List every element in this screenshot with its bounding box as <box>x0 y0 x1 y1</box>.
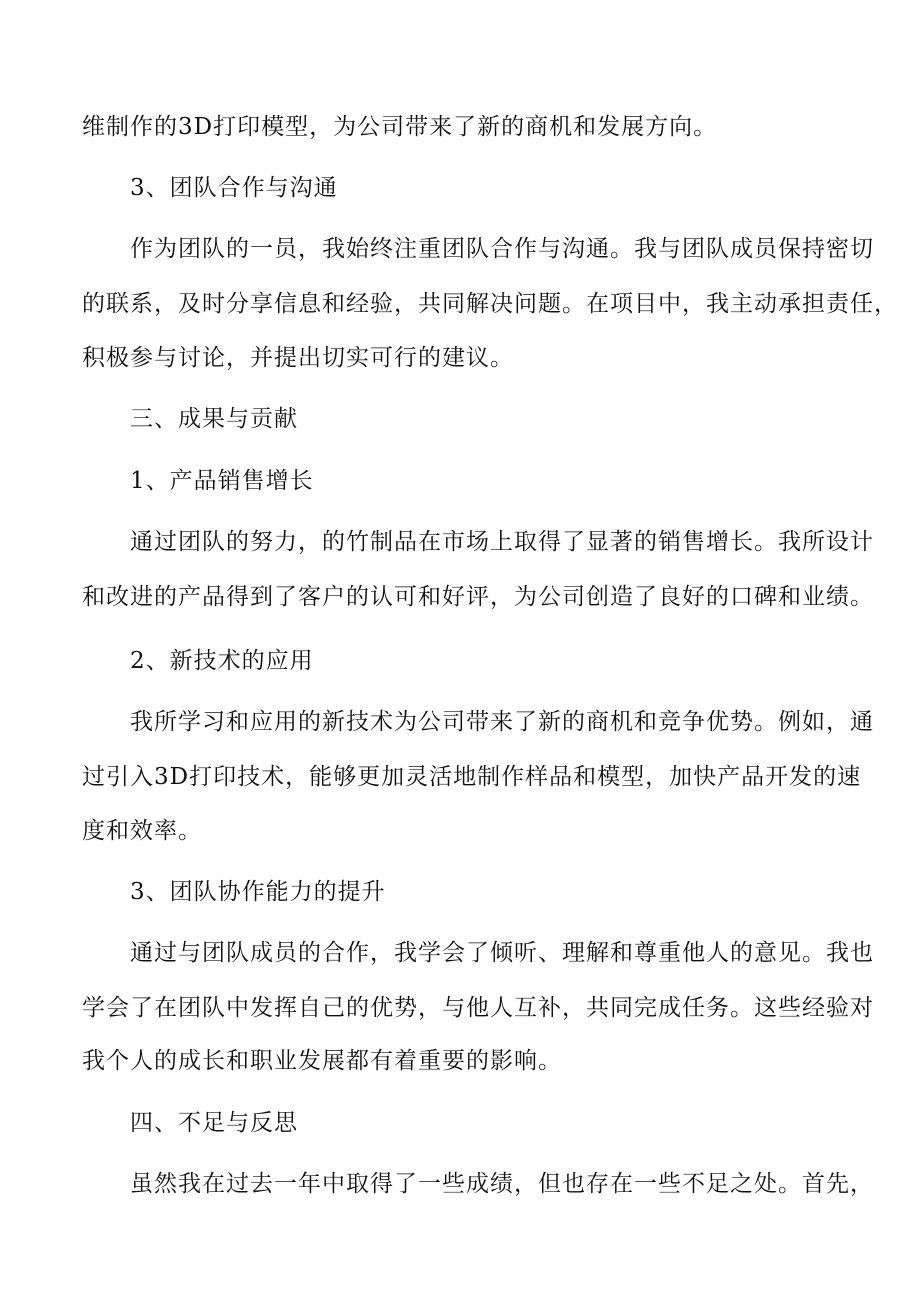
paragraph-collab-line-2: 学会了在团队中发挥自己的优势，与他人互补，共同完成任务。这些经验对 <box>82 995 874 1021</box>
paragraph-tech-line-1: 我所学习和应用的新技术为公司带来了新的商机和竞争优势。例如，通 <box>130 709 874 735</box>
paragraph-teamwork-line-2: 的联系，及时分享信息和经验，共同解决问题。在项目中，我主动承担责任， <box>82 291 898 317</box>
section-heading-results: 三、成果与贡献 <box>130 406 298 432</box>
paragraph-reflection-line-1: 虽然我在过去一年中取得了一些成绩，但也存在一些不足之处。首先， <box>130 1171 874 1197</box>
subheading-new-tech: 2、新技术的应用 <box>130 648 314 674</box>
paragraph-collab-line-1: 通过与团队成员的合作，我学会了倾听、理解和尊重他人的意见。我也 <box>130 940 874 966</box>
subheading-collaboration: 3、团队协作能力的提升 <box>130 879 386 905</box>
paragraph-teamwork-line-1: 作为团队的一员，我始终注重团队合作与沟通。我与团队成员保持密切 <box>130 236 874 262</box>
paragraph-sales-line-1: 通过团队的努力，的竹制品在市场上取得了显著的销售增长。我所设计 <box>130 529 874 555</box>
paragraph-collab-line-3: 我个人的成长和职业发展都有着重要的影响。 <box>82 1048 562 1074</box>
paragraph-continuation-line: 维制作的3D打印模型，为公司带来了新的商机和发展方向。 <box>82 114 718 140</box>
paragraph-sales-line-2: 和改进的产品得到了客户的认可和好评，为公司创造了良好的口碑和业绩。 <box>82 584 874 610</box>
paragraph-tech-line-3: 度和效率。 <box>82 818 202 844</box>
subheading-teamwork: 3、团队合作与沟通 <box>130 175 338 201</box>
paragraph-teamwork-line-3: 积极参与讨论，并提出切实可行的建议。 <box>82 345 514 371</box>
paragraph-tech-line-2: 过引入3D打印技术，能够更加灵活地制作样品和模型，加快产品开发的速 <box>82 764 862 790</box>
subheading-sales-growth: 1、产品销售增长 <box>130 468 314 494</box>
section-heading-reflection: 四、不足与反思 <box>130 1110 298 1136</box>
